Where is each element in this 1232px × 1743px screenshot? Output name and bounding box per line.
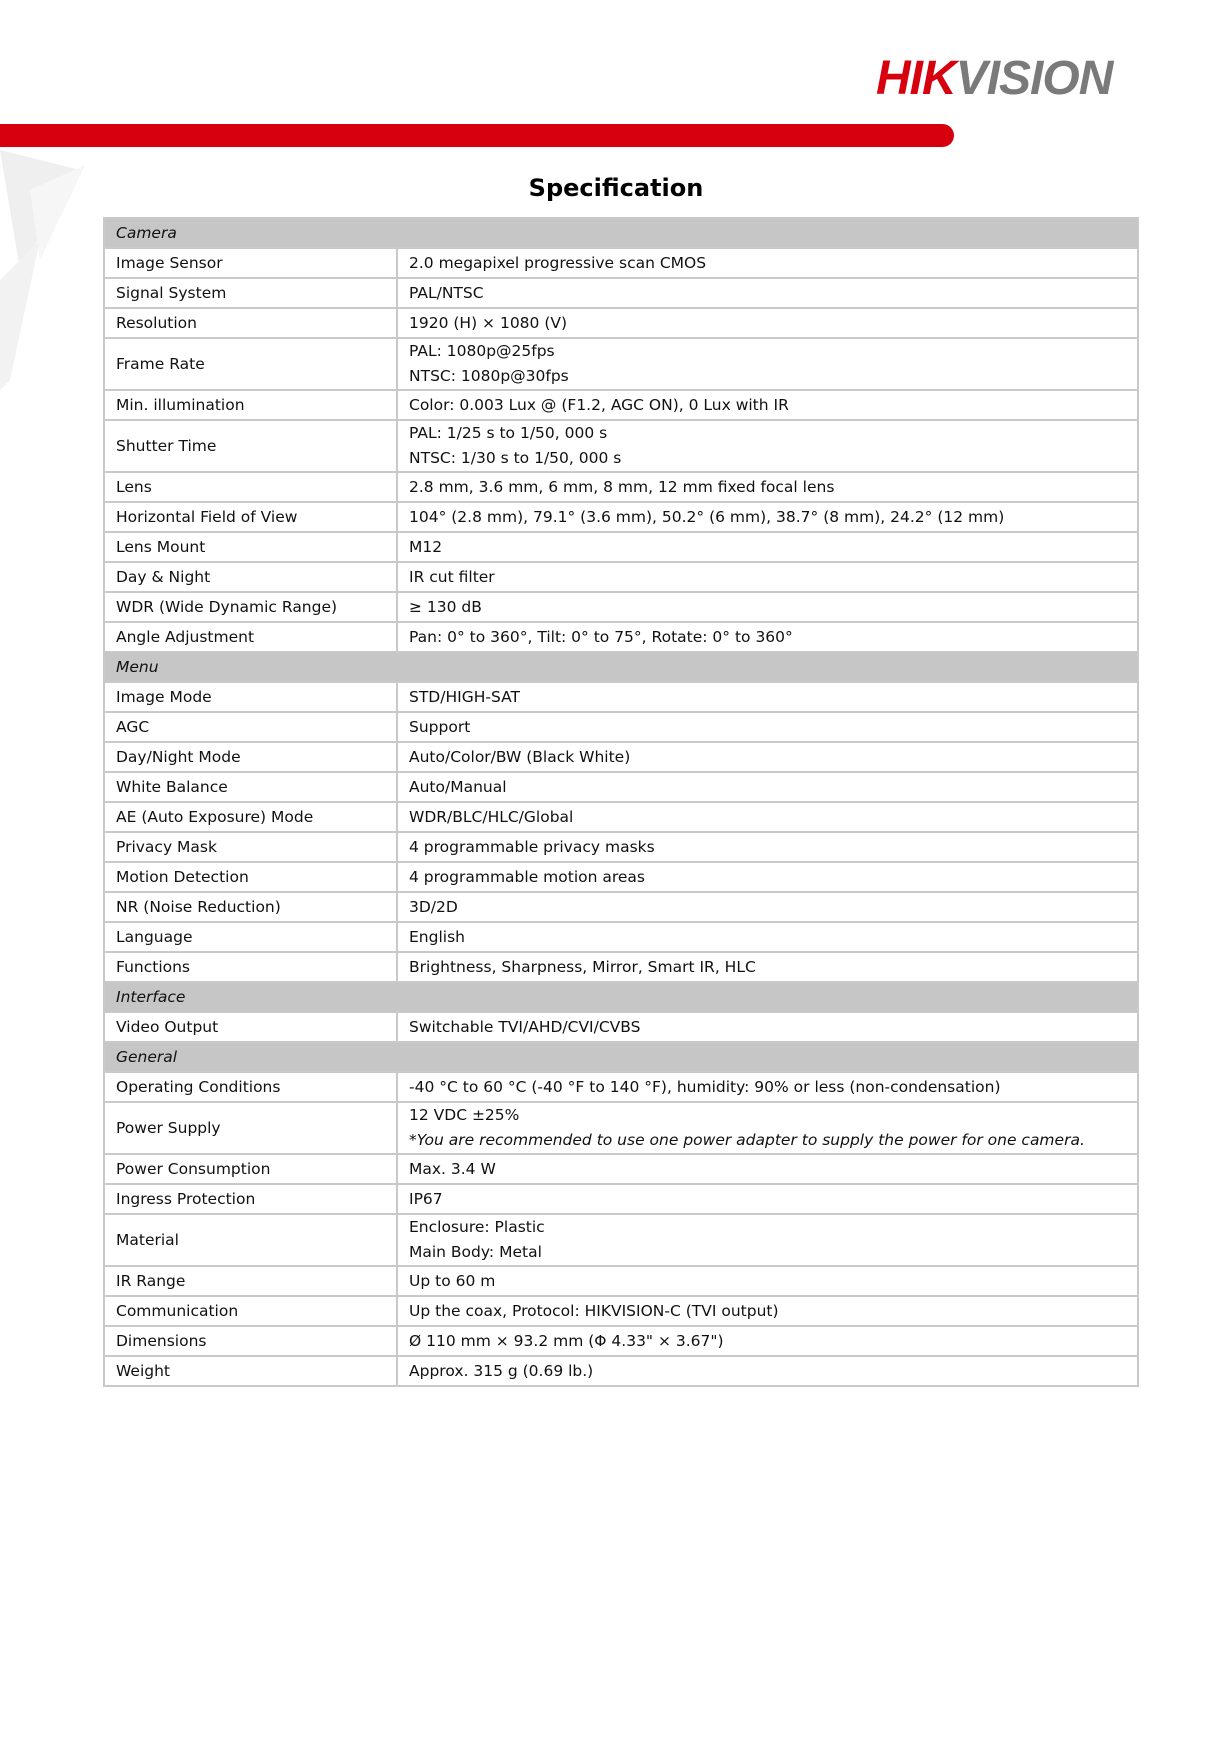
table-row [104,1266,1138,1296]
spec-value-line: IR cut filter [409,567,495,586]
svg-text:HIKVISION: HIKVISION [876,52,1113,105]
spec-label: AGC [104,712,397,742]
spec-value [397,742,1138,772]
spec-label: NR (Noise Reduction) [104,892,397,922]
table-row [104,532,1138,562]
spec-label: Angle Adjustment [104,622,397,652]
section-header-row [104,218,1138,248]
spec-value [397,1102,1138,1154]
spec-value [397,338,1138,390]
spec-value [397,502,1138,532]
spec-label: Min. illumination [104,390,397,420]
spec-value [397,772,1138,802]
spec-value-line: 4 programmable motion areas [409,867,645,886]
spec-value-line: Up the coax, Protocol: HIKVISION-C (TVI output) [409,1301,779,1320]
spec-label: Privacy Mask [104,832,397,862]
spec-label: Language [104,922,397,952]
table-row [104,1214,1138,1266]
table-row [104,802,1138,832]
spec-value-line: WDR/BLC/HLC/Global [409,807,574,826]
table-row [104,420,1138,472]
spec-value [397,1012,1138,1042]
spec-value-line: 1920 (H) × 1080 (V) [409,313,568,332]
spec-label: Signal System [104,278,397,308]
section-header-row [104,1042,1138,1072]
spec-value [397,712,1138,742]
spec-value [397,420,1138,472]
spec-label: Operating Conditions [104,1072,397,1102]
spec-value [397,892,1138,922]
spec-value-line: Main Body: Metal [409,1243,542,1261]
spec-value-line: Support [409,717,471,736]
table-row [104,952,1138,982]
spec-value [397,562,1138,592]
spec-label: Functions [104,952,397,982]
spec-value [397,532,1138,562]
spec-value-line: Switchable TVI/AHD/CVI/CVBS [409,1017,641,1036]
table-row [104,472,1138,502]
spec-value-line: 4 programmable privacy masks [409,837,655,856]
table-row [104,922,1138,952]
spec-value [397,1184,1138,1214]
spec-value [397,862,1138,892]
section-header-row [104,652,1138,682]
spec-value-line: 2.0 megapixel progressive scan CMOS [409,253,707,272]
spec-value-line: Ø 110 mm × 93.2 mm (Φ 4.33" × 3.67") [409,1331,724,1350]
table-row [104,1296,1138,1326]
spec-value [397,622,1138,652]
spec-value-line: 2.8 mm, 3.6 mm, 6 mm, 8 mm, 12 mm fixed focal lens [409,477,835,496]
spec-value [397,1154,1138,1184]
spec-note: *You are recommended to use one power adapter to supply the power for one camera. [409,1131,1085,1149]
spec-label: Communication [104,1296,397,1326]
section-header: Interface [104,982,1138,1012]
spec-value-line: Up to 60 m [409,1271,496,1290]
spec-value [397,922,1138,952]
section-header: Camera [104,218,1138,248]
spec-value [397,278,1138,308]
spec-label: Frame Rate [104,338,397,390]
table-row [104,742,1138,772]
spec-value [397,832,1138,862]
spec-value-line: Auto/Color/BW (Black White) [409,747,631,766]
spec-value-line: NTSC: 1080p@30fps [409,367,569,385]
spec-value [397,308,1138,338]
section-header-row [104,982,1138,1012]
spec-label: Image Sensor [104,248,397,278]
spec-label: Resolution [104,308,397,338]
spec-label: Image Mode [104,682,397,712]
spec-label: Power Supply [104,1102,397,1154]
table-row [104,862,1138,892]
header-red-band [0,124,954,147]
spec-label: AE (Auto Exposure) Mode [104,802,397,832]
section-header: Menu [104,652,1138,682]
spec-value-line: Color: 0.003 Lux @ (F1.2, AGC ON), 0 Lux with IR [409,395,789,414]
spec-value [397,1356,1138,1386]
spec-value [397,1072,1138,1102]
spec-value-line: -40 °C to 60 °C (-40 °F to 140 °F), humidity: 90% or less (non-condensation) [409,1077,1001,1096]
table-row [104,1154,1138,1184]
spec-value [397,802,1138,832]
spec-value-line: 12 VDC ±25% [409,1106,520,1124]
spec-value [397,1214,1138,1266]
spec-value-line: 3D/2D [409,897,458,916]
spec-value [397,1296,1138,1326]
spec-value [397,682,1138,712]
section-header: General [104,1042,1138,1072]
spec-label: Horizontal Field of View [104,502,397,532]
table-row [104,278,1138,308]
spec-value-line: English [409,927,465,946]
spec-value-line: Max. 3.4 W [409,1159,496,1178]
table-row [104,1326,1138,1356]
spec-label: Motion Detection [104,862,397,892]
spec-value [397,390,1138,420]
spec-value-line: Auto/Manual [409,777,507,796]
table-row [104,502,1138,532]
spec-value-line: IP67 [409,1189,443,1208]
table-row [104,892,1138,922]
table-row [104,1012,1138,1042]
spec-value-line: PAL/NTSC [409,283,484,302]
spec-label: IR Range [104,1266,397,1296]
page-title: Specification [528,174,704,202]
table-row [104,338,1138,390]
table-row [104,248,1138,278]
spec-label: Video Output [104,1012,397,1042]
table-row [104,308,1138,338]
spec-label: Shutter Time [104,420,397,472]
spec-value-line: NTSC: 1/30 s to 1/50, 000 s [409,449,622,467]
table-row [104,1356,1138,1386]
spec-value [397,248,1138,278]
table-row [104,592,1138,622]
spec-label: Lens [104,472,397,502]
table-row [104,562,1138,592]
spec-label: Dimensions [104,1326,397,1356]
table-row [104,390,1138,420]
spec-value-line: PAL: 1080p@25fps [409,342,555,360]
spec-value [397,472,1138,502]
spec-value-line: PAL: 1/25 s to 1/50, 000 s [409,424,608,442]
spec-label: Lens Mount [104,532,397,562]
spec-value-line: Approx. 315 g (0.69 lb.) [409,1361,594,1380]
spec-value-line: Enclosure: Plastic [409,1218,545,1236]
spec-table [103,217,1139,1387]
table-row [104,1072,1138,1102]
spec-value-line: 104° (2.8 mm), 79.1° (3.6 mm), 50.2° (6 mm), 38.7° (8 mm), 24.2° (12 mm) [409,507,1005,526]
table-row [104,772,1138,802]
spec-label: Ingress Protection [104,1184,397,1214]
spec-value-line: M12 [409,537,443,556]
spec-value [397,592,1138,622]
spec-value-line: ≥ 130 dB [409,597,482,616]
spec-label: Weight [104,1356,397,1386]
table-row [104,832,1138,862]
spec-label: Material [104,1214,397,1266]
table-row [104,622,1138,652]
spec-value-line: Pan: 0° to 360°, Tilt: 0° to 75°, Rotate: 0° to 360° [409,627,793,646]
spec-label: WDR (Wide Dynamic Range) [104,592,397,622]
spec-label: Day/Night Mode [104,742,397,772]
spec-value [397,952,1138,982]
spec-value [397,1326,1138,1356]
spec-label: White Balance [104,772,397,802]
table-row [104,682,1138,712]
brand-logo [876,48,1176,108]
spec-label: Day & Night [104,562,397,592]
table-row [104,712,1138,742]
table-row [104,1184,1138,1214]
spec-label: Power Consumption [104,1154,397,1184]
spec-value-line: Brightness, Sharpness, Mirror, Smart IR, HLC [409,957,756,976]
spec-value-line: STD/HIGH-SAT [409,687,520,706]
spec-value [397,1266,1138,1296]
table-row [104,1102,1138,1154]
